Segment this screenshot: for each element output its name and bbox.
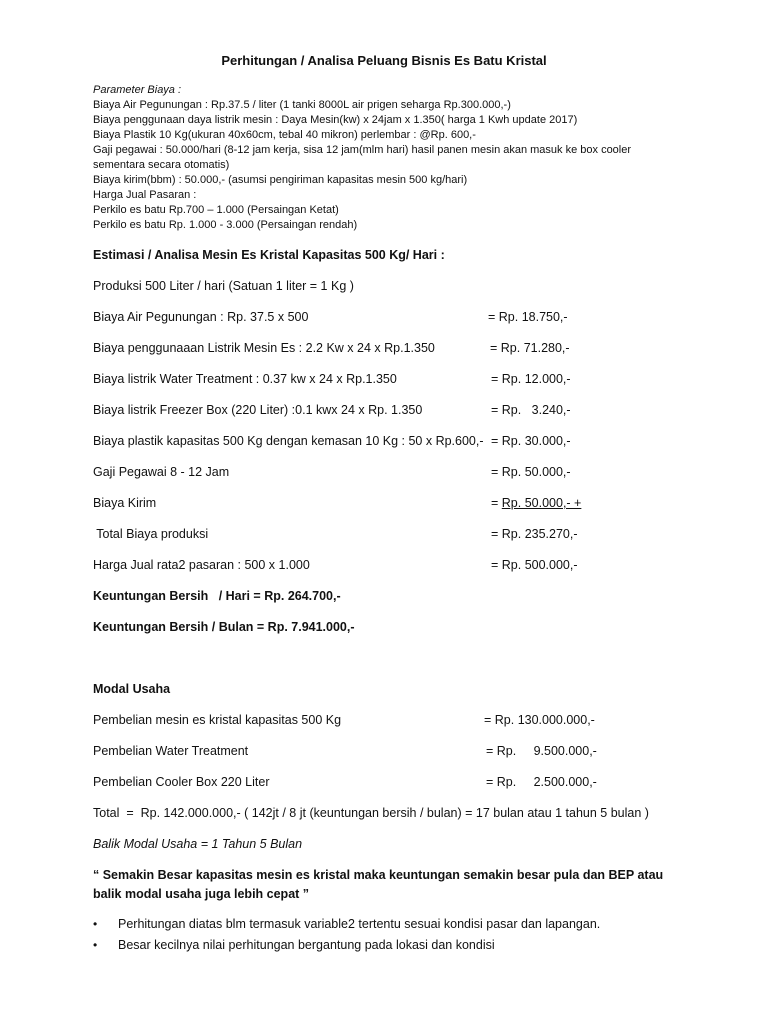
shipping-cost-amount: Rp. 50.000,- +	[501, 496, 582, 510]
parameter-line: sementara secara otomatis)	[93, 159, 230, 171]
bullet-icon: •	[93, 938, 98, 952]
production-line: Produksi 500 Liter / hari (Satuan 1 liter = 1 Kg )	[93, 279, 354, 293]
capital-row-label: Pembelian mesin es kristal kapasitas 500 Kg	[93, 713, 342, 727]
cost-row-value: = Rp. 18.750,-	[488, 310, 568, 324]
parameter-line: Biaya Plastik 10 Kg(ukuran 40x60cm, tebal 40 mikron) perlembar : @Rp. 600,-	[93, 129, 476, 141]
capital-total: Total = Rp. 142.000.000,- ( 142jt / 8 jt (keuntungan bersih / bulan) = 17 bulan atau 1 tahun 5 bulan )	[93, 806, 649, 820]
parameter-line: Perkilo es batu Rp.700 – 1.000 (Persaingan Ketat)	[93, 204, 339, 216]
capital-row-value: = Rp. 9.500.000,-	[486, 744, 597, 758]
parameter-line: Gaji pegawai : 50.000/hari (8-12 jam kerja, sisa 12 jam(mlm hari) hasil panen mesin akan masuk ke box cooler	[93, 144, 632, 156]
cost-row-value: = Rp. 71.280,-	[490, 341, 570, 355]
parameter-line: Biaya kirim(bbm) : 50.000,- (asumsi pengiriman kapasitas mesin 500 kg/hari)	[93, 174, 468, 186]
document-title: Perhitungan / Analisa Peluang Bisnis Es Batu Kristal	[221, 53, 547, 68]
cost-row-label: Biaya listrik Freezer Box (220 Liter) :0.1 kwx 24 x Rp. 1.350	[93, 403, 423, 417]
quote-line-2: balik modal usaha juga lebih cepat ”	[93, 887, 310, 901]
cost-row-label: Biaya listrik Water Treatment : 0.37 kw x 24 x Rp.1.350	[93, 372, 397, 386]
capital-row-value: = Rp. 130.000.000,-	[484, 713, 595, 727]
net-profit-day: Keuntungan Bersih / Hari = Rp. 264.700,-	[93, 589, 341, 603]
total-cost-label: Total Biaya produksi	[93, 527, 209, 541]
cost-row-label: Gaji Pegawai 8 - 12 Jam	[93, 465, 230, 479]
cost-row-value: = Rp. 30.000,-	[491, 434, 571, 448]
parameter-line: Biaya penggunaan daya listrik mesin : Daya Mesin(kw) x 24jam x 1.350( harga 1 Kwh update 2017)	[93, 114, 578, 126]
shipping-cost-prefix: =	[491, 496, 502, 510]
cost-row-label: Biaya Air Pegunungan : Rp. 37.5 x 500	[93, 310, 309, 324]
bullet-icon: •	[93, 917, 98, 931]
note-text: Besar kecilnya nilai perhitungan bergantung pada lokasi dan kondisi	[118, 938, 495, 952]
cost-row-label: Biaya plastik kapasitas 500 Kg dengan kemasan 10 Kg : 50 x Rp.600,-	[93, 434, 484, 448]
selling-price-value: = Rp. 500.000,-	[491, 558, 578, 572]
parameter-line: Perkilo es batu Rp. 1.000 - 3.000 (Persaingan rendah)	[93, 219, 358, 231]
total-cost-value: = Rp. 235.270,-	[491, 527, 578, 541]
quote-line-1: “ Semakin Besar kapasitas mesin es kristal maka keuntungan semakin besar pula dan BEP atau	[93, 868, 664, 882]
net-profit-month: Keuntungan Bersih / Bulan = Rp. 7.941.000,-	[93, 620, 355, 634]
payback-period: Balik Modal Usaha = 1 Tahun 5 Bulan	[93, 837, 303, 851]
parameter-heading: Parameter Biaya :	[93, 84, 182, 96]
estimation-heading: Estimasi / Analisa Mesin Es Kristal Kapasitas 500 Kg/ Hari :	[93, 248, 445, 262]
parameter-line: Harga Jual Pasaran :	[93, 189, 197, 201]
capital-row-label: Pembelian Water Treatment	[93, 744, 249, 758]
cost-row-value: = Rp. 3.240,-	[491, 403, 571, 417]
selling-price-label: Harga Jual rata2 pasaran : 500 x 1.000	[93, 558, 310, 572]
shipping-cost-value	[491, 496, 581, 510]
cost-row-value: = Rp. 12.000,-	[491, 372, 571, 386]
note-text: Perhitungan diatas blm termasuk variable2 tertentu sesuai kondisi pasar dan lapangan.	[118, 917, 601, 931]
capital-row-label: Pembelian Cooler Box 220 Liter	[93, 775, 270, 789]
shipping-cost-label: Biaya Kirim	[93, 496, 157, 510]
parameter-line: Biaya Air Pegunungan : Rp.37.5 / liter (1 tanki 8000L air prigen seharga Rp.300.000,-)	[93, 99, 511, 111]
cost-row-value: = Rp. 50.000,-	[491, 465, 571, 479]
cost-row-label: Biaya penggunaaan Listrik Mesin Es : 2.2 Kw x 24 x Rp.1.350	[93, 341, 435, 355]
capital-row-value: = Rp. 2.500.000,-	[486, 775, 597, 789]
capital-heading: Modal Usaha	[93, 682, 171, 696]
